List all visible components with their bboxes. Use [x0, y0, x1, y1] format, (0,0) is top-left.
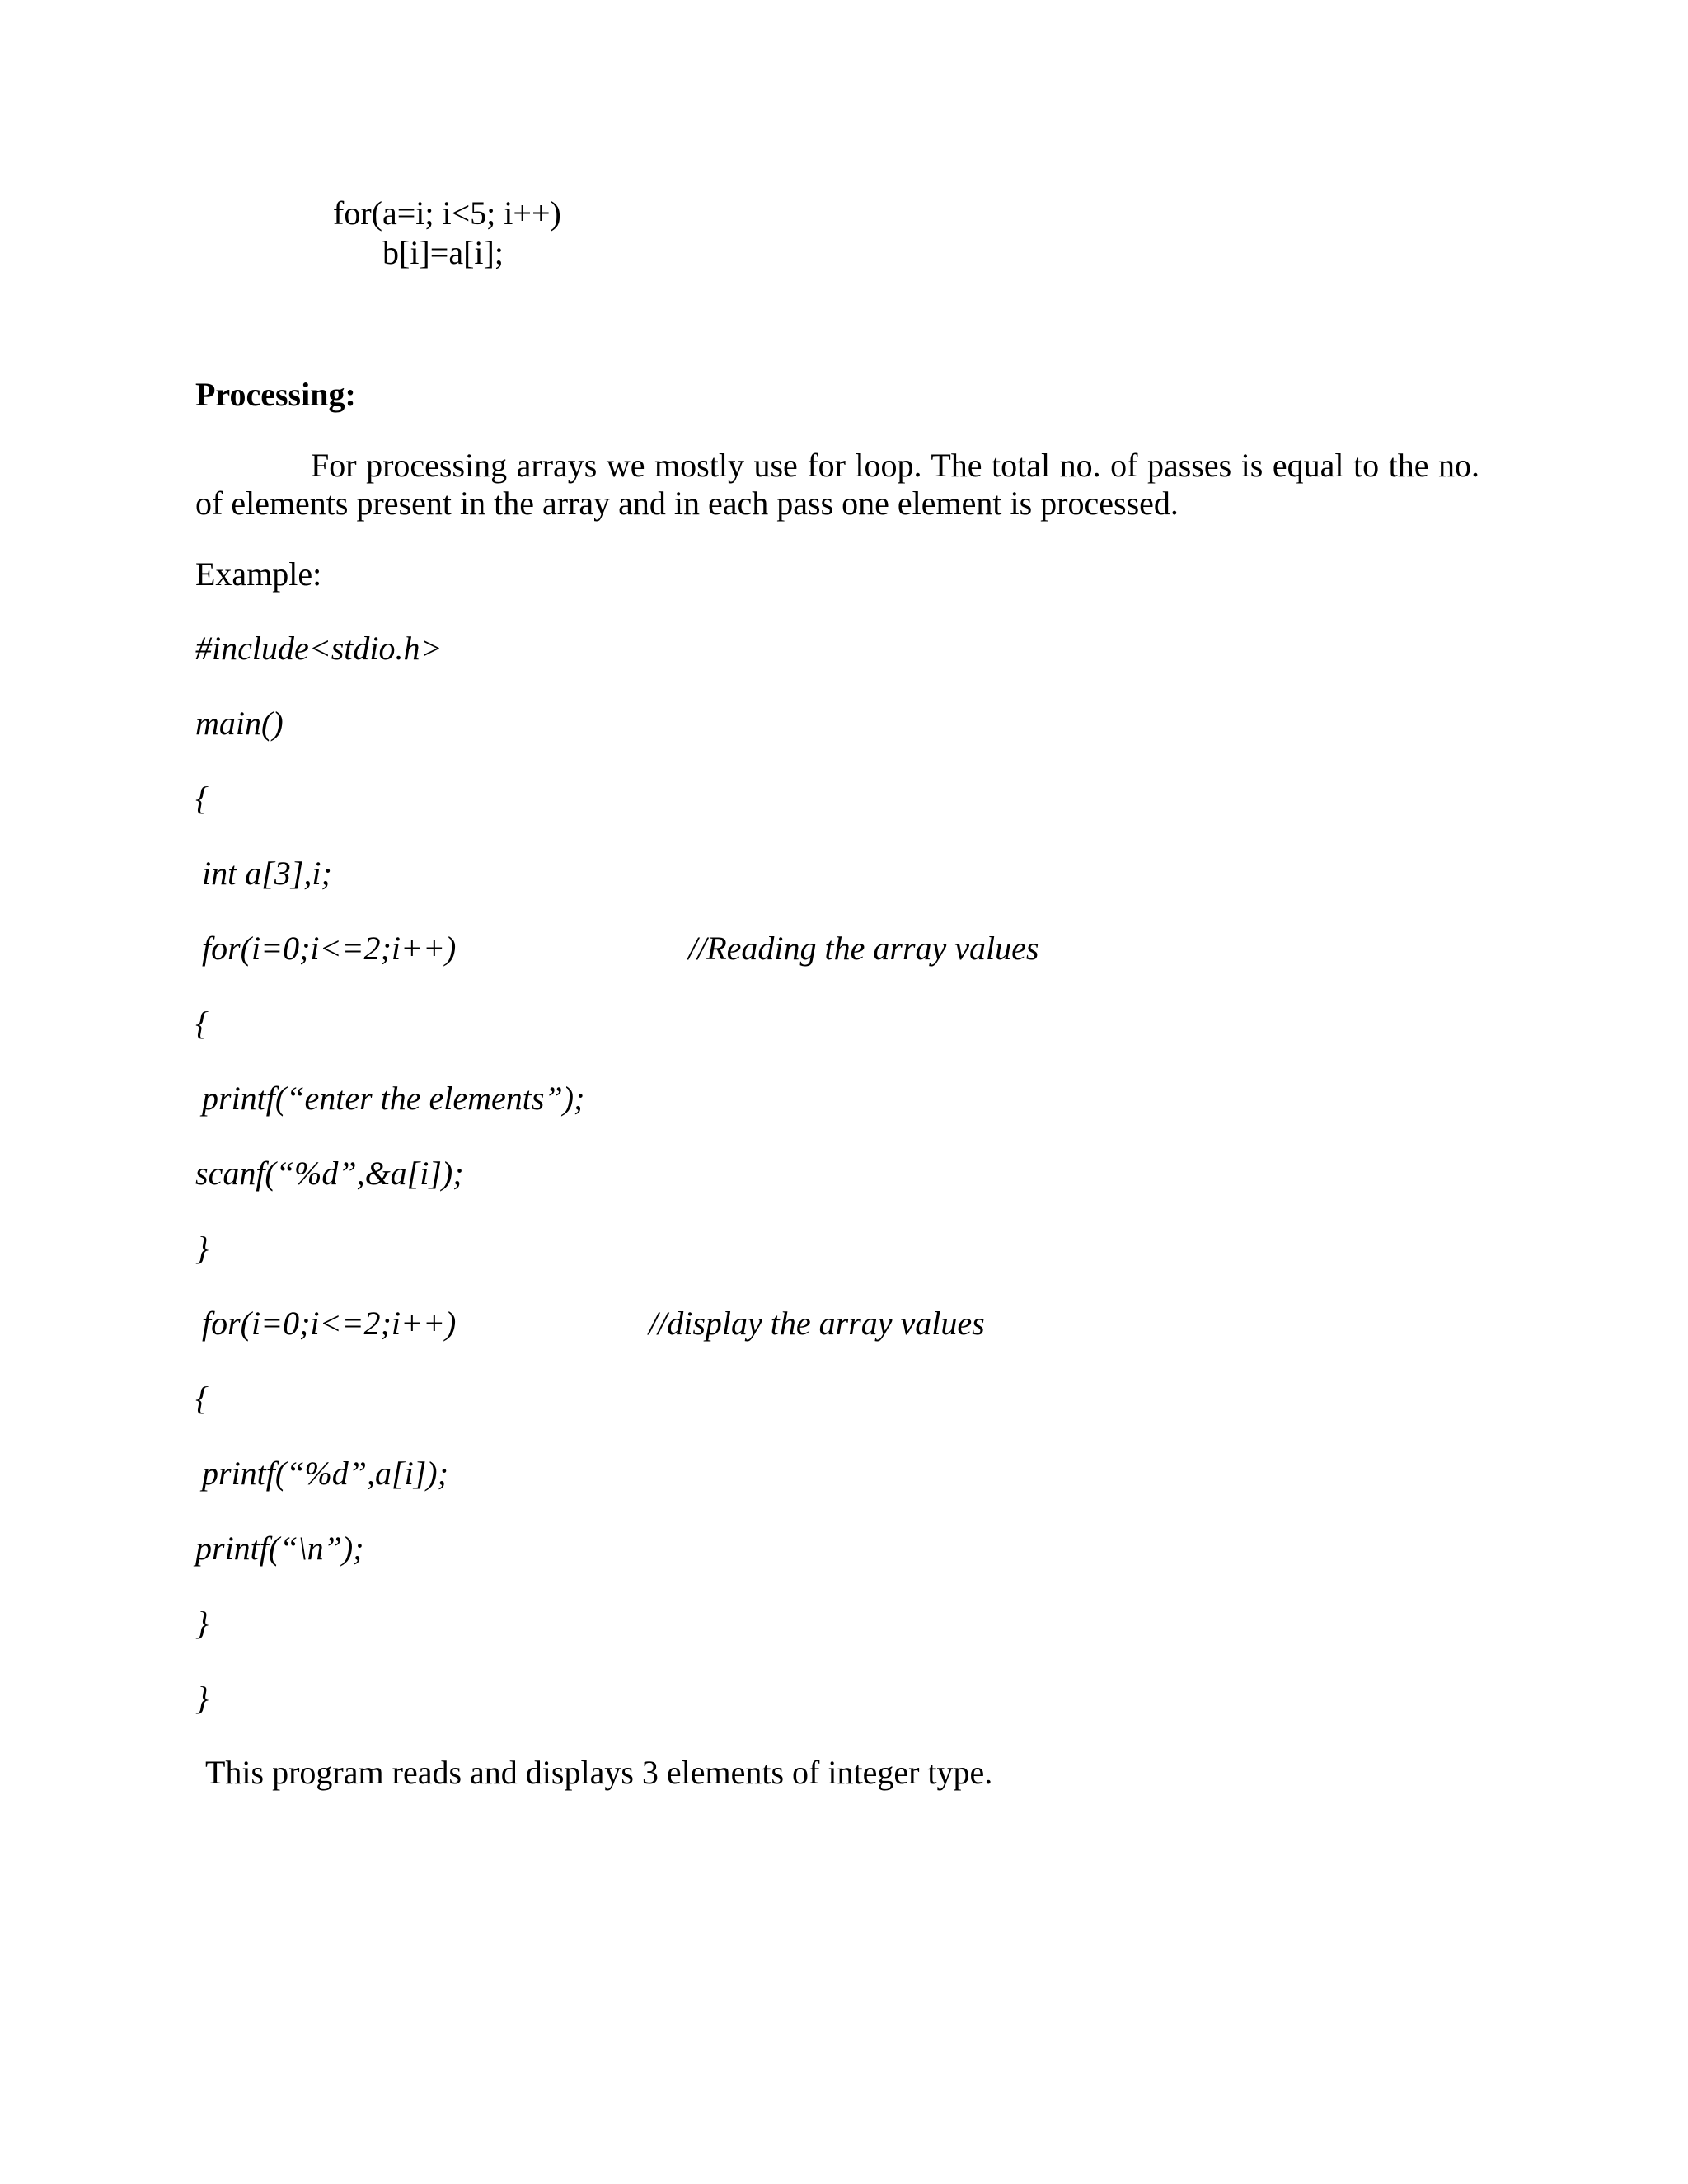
code-include: #include<stdio.h> [195, 630, 443, 667]
code-declaration: int a[3],i; [202, 855, 332, 892]
code-open-brace: { [195, 1380, 209, 1417]
code-main: main() [195, 705, 284, 742]
code-open-brace: { [195, 1005, 209, 1042]
code-close-brace: } [195, 1230, 209, 1267]
summary-text: This program reads and displays 3 elements of integer type. [205, 1754, 993, 1791]
code-comment-display: //display the array values [649, 1305, 985, 1342]
code-close-brace: } [195, 1680, 209, 1717]
code-scanf: scanf(“%d”,&a[i]); [195, 1155, 464, 1192]
code-printf-value: printf(“%d”,a[i]); [202, 1455, 448, 1492]
code-line-assign: b[i]=a[i]; [382, 234, 504, 271]
code-printf-prompt: printf(“enter the elements”); [202, 1080, 585, 1117]
code-comment-read: //Reading the array values [688, 930, 1039, 967]
code-for-read: for(i=0;i<=2;i++) [202, 930, 457, 967]
code-for-display: for(i=0;i<=2;i++) [202, 1305, 457, 1342]
code-close-brace: } [195, 1605, 209, 1642]
code-printf-newline: printf(“\n”); [195, 1530, 364, 1567]
processing-paragraph: For processing arrays we mostly use for loop. The total no. of passes is equal to the no. of elements present in the array and in each pass one element is processed. [195, 447, 1479, 522]
example-label: Example: [195, 555, 322, 593]
code-line-for-copy: for(a=i; i<5; i++) [333, 194, 561, 232]
code-open-brace: { [195, 780, 209, 817]
section-heading: Processing: [195, 376, 356, 413]
